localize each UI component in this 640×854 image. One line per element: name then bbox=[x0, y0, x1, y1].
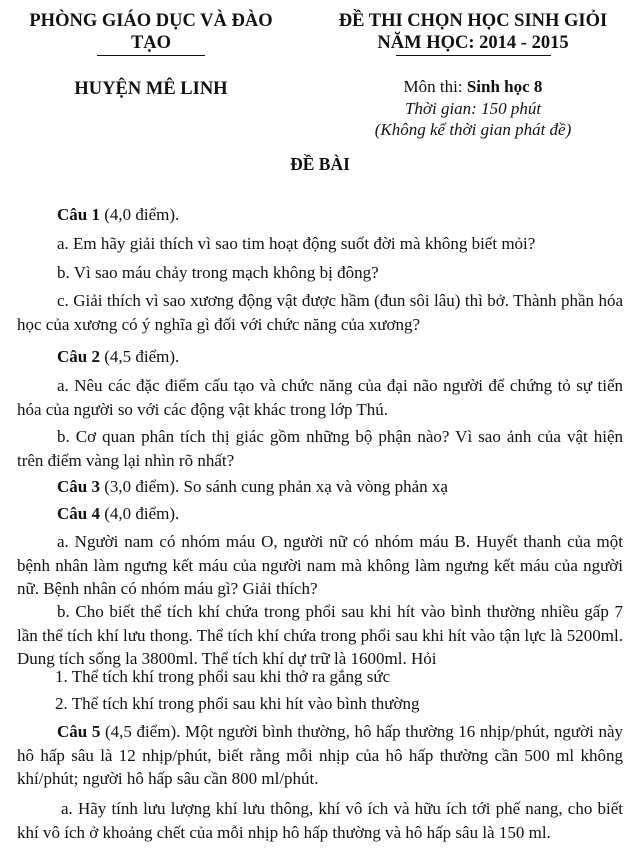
subject-label: Môn thi: bbox=[403, 77, 467, 96]
subject-value: Sinh học 8 bbox=[466, 77, 543, 96]
header-right-underline bbox=[396, 55, 551, 56]
question-5 bbox=[17, 720, 623, 791]
header-left bbox=[22, 10, 280, 100]
question-5-part-a: a. Hãy tính lưu lượng khí lưu thông, khí vô ích và hữu ích tới phế nang, cho biết khí vô ích ở khoảng chết của mỗi nhịp hô hấp thường và hô hấp sâu là 150 ml. bbox=[17, 799, 623, 842]
question-4-heading bbox=[57, 502, 179, 526]
exam-title: ĐỀ THI CHỌN HỌC SINH GIỎI bbox=[338, 11, 608, 31]
question-4-part-b: b. Cho biết thể tích khí chứa trong phổi sau khi hít vào bình thường nhiều gấp 7 lần thể tích khí lưu thong. Thể tích khí chứa trong phổi sau khi hít vào tận lực là 5200ml. Dung tích sống la 3800ml. Thể tích khí dự trữ là 1600ml. Hỏi bbox=[17, 602, 623, 668]
exam-time-note: (Không kể thời gian phát đề) bbox=[374, 120, 572, 139]
question-3 bbox=[57, 475, 448, 499]
question-label: Câu 1 bbox=[57, 205, 100, 224]
header-right bbox=[318, 10, 628, 140]
question-text: (4,5 điểm). Một người bình thường, hô hấp thường 16 nhịp/phút, người này hô hấp sâu là 12 nhịp/phút, biết rằng mỗi nhịp của hô hấp thường cần 500 ml không khí/phút; người hô hấp sâu cần 800 ml/phút. bbox=[17, 722, 624, 788]
subject-line bbox=[318, 76, 628, 98]
header-left-underline bbox=[97, 55, 205, 56]
question-2-part-b: b. Cơ quan phân tích thị giác gồm những bộ phận nào? Vì sao ảnh của vật hiện trên điểm vàng lại nhìn rõ nhất? bbox=[17, 427, 623, 470]
question-4-part-a: a. Người nam có nhóm máu O, người nữ có nhóm máu B. Huyết thanh của một bệnh nhân làm ngưng kết máu của người nam mà không làm ngưng kết máu của người nữ. Bệnh nhân có nhóm máu gì? Giải thích? bbox=[17, 532, 623, 598]
question-label: Câu 2 bbox=[57, 347, 100, 366]
question-2-part-a: a. Nêu các đặc điểm cấu tạo và chức năng của đại não người để chứng tỏ sự tiến hóa của người so với các động vật khác trong lớp Thú. bbox=[17, 376, 623, 419]
exam-time: Thời gian: 150 phút bbox=[404, 99, 542, 118]
question-4-subitem-1: 1. Thể tích khí trong phổi sau khi thở ra gắng sức bbox=[55, 667, 391, 686]
department-name-line1: PHÒNG GIÁO DỤC VÀ ĐÀO bbox=[29, 11, 273, 31]
question-text: (3,0 điểm). So sánh cung phản xạ và vòng phản xạ bbox=[99, 477, 448, 496]
question-1-part-a: a. Em hãy giải thích vì sao tim hoạt động suốt đời mà không biết mỏi? bbox=[57, 234, 536, 253]
question-points: (4,5 điểm). bbox=[99, 347, 180, 366]
question-2-heading bbox=[57, 345, 179, 369]
department-name-line2: TẠO bbox=[130, 33, 172, 53]
question-points: (4,0 điểm). bbox=[99, 504, 180, 523]
document-title: ĐỀ BÀI bbox=[290, 154, 350, 174]
question-label: Câu 4 bbox=[57, 504, 100, 523]
question-label: Câu 3 bbox=[57, 477, 100, 496]
school-year: NĂM HỌC: 2014 - 2015 bbox=[377, 33, 569, 53]
question-points: (4,0 điểm). bbox=[99, 205, 180, 224]
question-label: Câu 5 bbox=[57, 722, 101, 741]
question-1-part-c: c. Giải thích vì sao xương động vật được hầm (đun sôi lâu) thì bở. Thành phần hóa học của xương có ý nghĩa gì đối với chức năng của xương? bbox=[17, 291, 623, 334]
district-name: HUYỆN MÊ LINH bbox=[74, 79, 228, 99]
question-1-heading bbox=[57, 203, 179, 227]
question-4-subitem-2: 2. Thể tích khí trong phổi sau khi hít vào bình thường bbox=[55, 694, 420, 713]
question-1-part-b: b. Vì sao máu chảy trong mạch không bị đông? bbox=[57, 263, 379, 282]
